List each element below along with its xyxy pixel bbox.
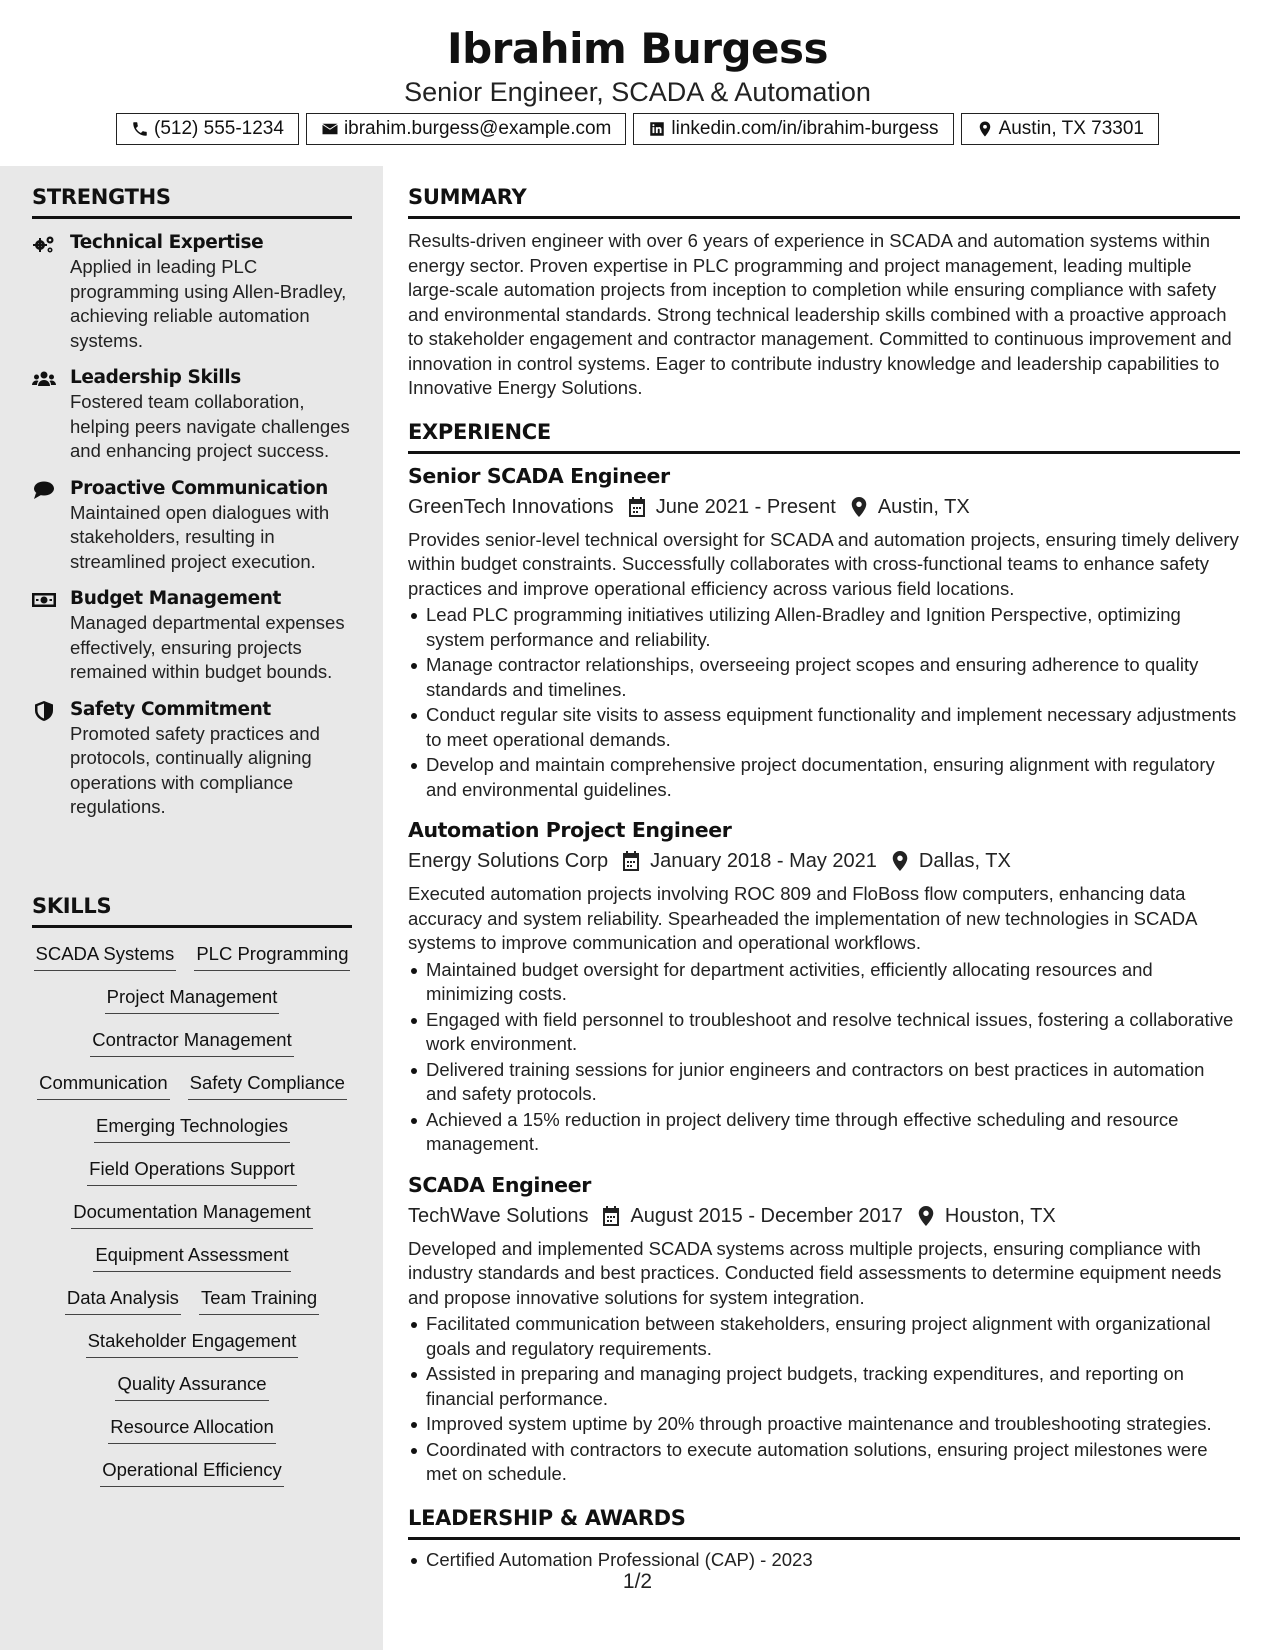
job-dates: August 2015 - December 2017 xyxy=(630,1204,903,1227)
contact-linkedin[interactable] xyxy=(633,113,953,145)
job-bullets xyxy=(408,958,1240,1157)
award-item: Certified Automation Professional (CAP) - 2023 xyxy=(408,1548,1240,1573)
skill-tag: Data Analysis xyxy=(65,1286,181,1315)
location-pin-icon xyxy=(976,120,994,138)
awards-heading: LEADERSHIP & AWARDS xyxy=(408,1505,1240,1540)
skills-section xyxy=(32,893,352,1487)
contact-bar xyxy=(0,113,1275,145)
users-icon xyxy=(32,369,56,389)
strength-item xyxy=(32,698,352,820)
bullet-item: Improved system uptime by 20% through proactive maintenance and troubleshooting strategies. xyxy=(408,1412,1240,1437)
gears-icon xyxy=(32,234,56,254)
contact-email[interactable] xyxy=(306,113,626,145)
strength-item xyxy=(32,477,352,575)
strength-title: Safety Commitment xyxy=(70,698,271,720)
bullet-item: Coordinated with contractors to execute automation solutions, ensuring project milestones were met on schedule. xyxy=(408,1438,1240,1487)
strength-title: Technical Expertise xyxy=(70,232,264,253)
phone-icon xyxy=(131,120,149,138)
strength-item xyxy=(32,366,352,464)
job-title: Automation Project Engineer xyxy=(408,818,732,842)
skill-tag: Contractor Management xyxy=(90,1028,294,1057)
job-entry xyxy=(408,816,1240,1157)
skill-tag: Emerging Technologies xyxy=(94,1114,290,1143)
bullet-item: Facilitated communication between stakeholders, ensuring project alignment with organizational goals and regulatory requirements. xyxy=(408,1312,1240,1361)
strength-desc: Fostered team collaboration, helping peers navigate challenges and enhancing project success. xyxy=(70,391,350,461)
email-icon xyxy=(321,120,339,138)
linkedin-icon xyxy=(648,120,666,138)
job-bullets xyxy=(408,603,1240,802)
skills-heading: SKILLS xyxy=(32,893,352,928)
job-description: Executed automation projects involving ROC 809 and FloBoss flow computers, enhancing data accuracy and system reliability. Spearheaded the implementation of new technologies in SCADA systems to improve communication and operational workflows. xyxy=(408,883,1197,953)
candidate-title: Senior Engineer, SCADA & Automation xyxy=(404,77,871,107)
speech-bubble-icon xyxy=(32,480,56,500)
job-location: Houston, TX xyxy=(944,1204,1056,1227)
strength-title: Leadership Skills xyxy=(70,367,241,388)
contact-location-text: Austin, TX 73301 xyxy=(998,118,1144,139)
strength-title: Budget Management xyxy=(70,588,281,609)
calendar-icon xyxy=(622,851,640,871)
job-location: Austin, TX xyxy=(877,495,970,518)
strength-item xyxy=(32,587,352,685)
job-entry xyxy=(408,1171,1240,1487)
resume-header xyxy=(0,0,1275,108)
page-number: 1/2 xyxy=(622,1570,653,1593)
contact-email-text: ibrahim.burgess@example.com xyxy=(343,118,612,139)
strength-title: Proactive Communication xyxy=(70,477,328,499)
bullet-item: Achieved a 15% reduction in project delivery time through effective scheduling and resource management. xyxy=(408,1108,1240,1157)
bullet-item: Lead PLC programming initiatives utilizing Allen-Bradley and Ignition Perspective, optimizing system performance and reliability. xyxy=(408,603,1240,652)
job-bullets xyxy=(408,1312,1240,1487)
summary-heading: SUMMARY xyxy=(408,184,1240,219)
money-bill-icon xyxy=(32,590,56,610)
strength-desc: Applied in leading PLC programming using Allen-Bradley, achieving reliable automation systems. xyxy=(70,256,347,351)
contact-linkedin-text: linkedin.com/in/ibrahim-burgess xyxy=(671,118,939,139)
strength-item xyxy=(32,231,352,353)
job-location: Dallas, TX xyxy=(918,850,1011,872)
summary-text: Results-driven engineer with over 6 years of experience in SCADA and automation systems within energy sector. Proven expertise in PLC programming and project management, leading multiple large-scale automation projects from inception to completion while ensuring compliance with safety and environmental standards. Strong technical leadership skills combined with a proactive approach to stakeholder engagement and contractor management. Committed to continuous improvement and innovation in control systems. Eager to contribute industry knowledge and leadership capabilities to Innovative Energy Solutions. xyxy=(408,230,1232,398)
contact-phone[interactable] xyxy=(116,113,299,145)
job-company: TechWave Solutions xyxy=(408,1204,589,1227)
strengths-section xyxy=(32,184,352,833)
strengths-heading: STRENGTHS xyxy=(32,184,352,219)
job-description: Provides senior-level technical oversight for SCADA and automation projects, ensuring timely delivery within budget constraints. Successfully collaborates with cross-functional teams to enhance safety practices and improve operational efficiency across various field locations. xyxy=(408,528,1239,599)
calendar-icon xyxy=(602,1206,620,1226)
bullet-item: Engaged with field personnel to troubleshoot and resolve technical issues, fostering a collaborative work environment. xyxy=(408,1008,1240,1057)
skill-tag: Project Management xyxy=(105,985,280,1014)
bullet-item: Conduct regular site visits to assess equipment functionality and implement necessary adjustments to meet operational demands. xyxy=(408,703,1240,752)
experience-heading: EXPERIENCE xyxy=(408,419,1240,454)
job-title: SCADA Engineer xyxy=(408,1172,591,1197)
skill-tag: PLC Programming xyxy=(194,942,350,971)
skill-tag: Stakeholder Engagement xyxy=(86,1329,299,1358)
skill-tag: Documentation Management xyxy=(71,1200,313,1229)
skill-tag: Equipment Assessment xyxy=(93,1243,290,1272)
skill-tag: Operational Efficiency xyxy=(100,1458,284,1487)
candidate-name: Ibrahim Burgess xyxy=(446,24,829,73)
bullet-item: Develop and maintain comprehensive project documentation, ensuring alignment with regulatory and environmental guidelines. xyxy=(408,753,1240,802)
skill-tag: Communication xyxy=(37,1071,170,1100)
job-description: Developed and implemented SCADA systems across multiple projects, ensuring compliance with industry standards and best practices. Conducted field assessments to determine equipment needs and propose innovative solutions for system integration. xyxy=(408,1237,1222,1308)
job-meta xyxy=(408,846,1240,876)
skill-tag: SCADA Systems xyxy=(34,942,177,971)
contact-location xyxy=(961,113,1159,145)
bullet-item: Assisted in preparing and managing project budgets, tracking expenditures, and reporting on financial performance. xyxy=(408,1362,1240,1411)
location-pin-icon xyxy=(891,851,909,871)
job-company: GreenTech Innovations xyxy=(408,495,614,518)
skill-tag: Team Training xyxy=(199,1286,319,1315)
skills-list xyxy=(32,942,352,1487)
skill-tag: Resource Allocation xyxy=(108,1415,276,1444)
contact-phone-text: (512) 555-1234 xyxy=(154,118,284,139)
awards-list xyxy=(408,1548,1240,1573)
job-entry xyxy=(408,462,1240,803)
job-dates: June 2021 - Present xyxy=(655,495,836,518)
bullet-item: Manage contractor relationships, overseeing project scopes and ensuring adherence to quality standards and timelines. xyxy=(408,653,1240,702)
strength-desc: Promoted safety practices and protocols, continually aligning operations with compliance regulations. xyxy=(70,722,320,817)
shield-icon xyxy=(32,701,56,721)
bullet-item: Maintained budget oversight for department activities, efficiently allocating resources and minimizing costs. xyxy=(408,958,1240,1007)
strength-desc: Maintained open dialogues with stakeholders, resulting in streamlined project execution. xyxy=(70,501,330,572)
job-meta xyxy=(408,492,1240,522)
main-content xyxy=(408,166,1240,1573)
skill-tag: Field Operations Support xyxy=(87,1157,297,1186)
job-dates: January 2018 - May 2021 xyxy=(650,850,877,872)
location-pin-icon xyxy=(850,497,868,517)
strength-desc: Managed departmental expenses effectively, ensuring projects remained within budget bounds. xyxy=(70,612,345,682)
skill-tag: Safety Compliance xyxy=(188,1071,347,1100)
job-meta xyxy=(408,1201,1240,1231)
strengths-list xyxy=(32,231,352,820)
skill-tag: Quality Assurance xyxy=(115,1372,268,1401)
job-company: Energy Solutions Corp xyxy=(408,850,609,872)
bullet-item: Delivered training sessions for junior engineers and contractors on best practices in automation and safety protocols. xyxy=(408,1058,1240,1107)
location-pin-icon xyxy=(917,1206,935,1226)
sidebar xyxy=(0,166,383,1650)
calendar-icon xyxy=(628,497,646,517)
job-title: Senior SCADA Engineer xyxy=(408,463,670,488)
